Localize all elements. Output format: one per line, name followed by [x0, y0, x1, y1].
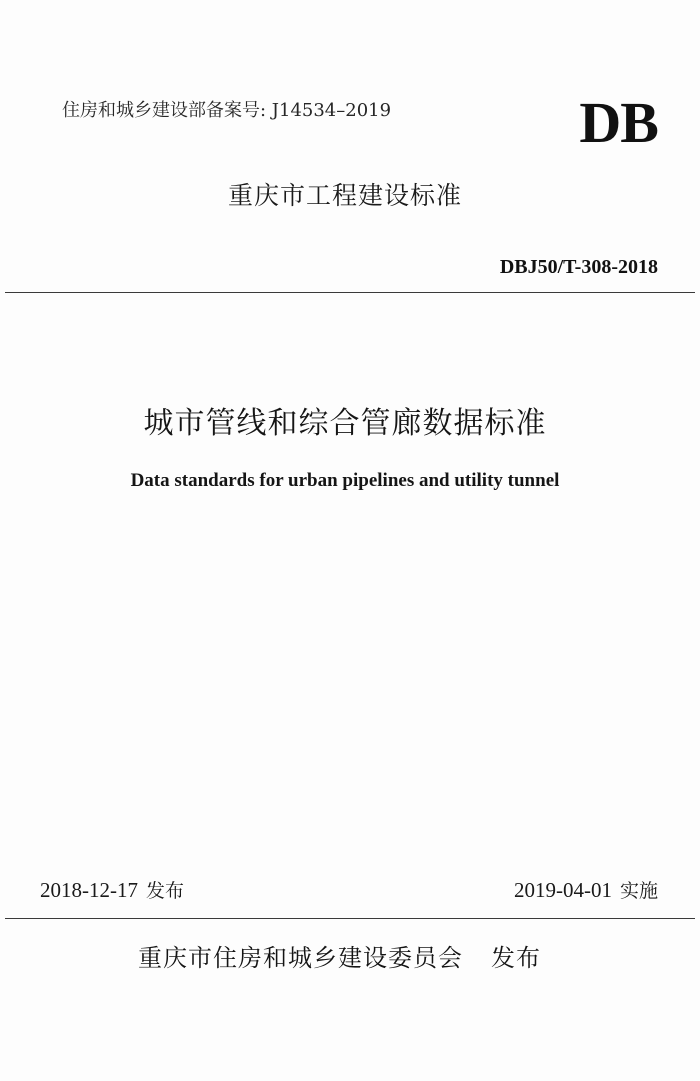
implement-date: 2019-04-01 — [513, 878, 612, 902]
publisher-action: 发布 — [491, 944, 541, 972]
filing-number: 住房和城乡建设部备案号: J14534–2019 — [62, 100, 392, 121]
document-title-english: Data standards for urban pipelines and utility tunnel — [130, 470, 560, 491]
bottom-divider — [5, 918, 695, 919]
standard-number: DBJ50/T-308-2018 — [499, 256, 658, 278]
document-title-chinese: 城市管线和综合管廊数据标准 — [143, 406, 547, 441]
publisher-name: 重庆市住房和城乡建设委员会 — [138, 944, 463, 972]
publish-label: 发布 — [146, 880, 185, 902]
implement-label: 实施 — [619, 880, 658, 902]
series-title: 重庆市工程建设标准 — [227, 181, 462, 210]
db-logo: DB — [579, 90, 658, 155]
publish-date: 2018-12-17 — [40, 878, 138, 902]
implement-date-block — [514, 876, 658, 903]
top-divider — [5, 292, 695, 293]
publisher-line — [138, 938, 541, 973]
publish-date-block — [40, 876, 184, 903]
